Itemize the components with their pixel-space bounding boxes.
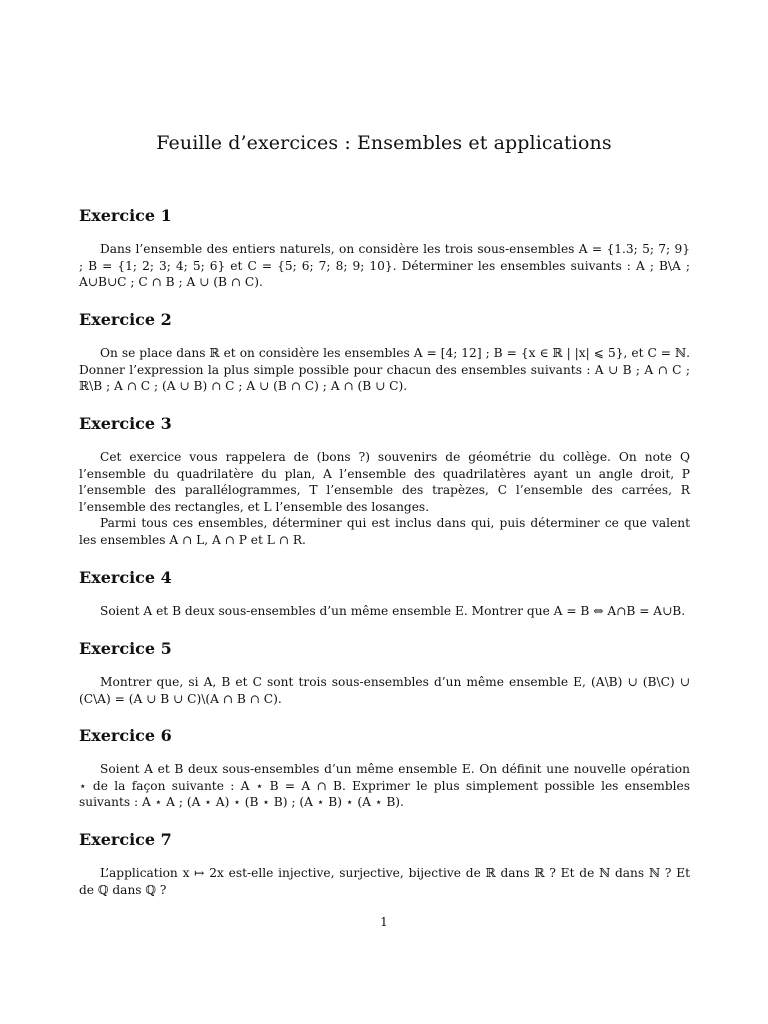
exercise-heading: Exercice 3: [79, 414, 172, 433]
exercise-text: On se place dans ℝ et on considère les ensembles A = [4; 12] ; B = {x ∈ ℝ | |x| ⩽ 5}, et C = ℕ. Donner l’expression la plus simple possible pour chacun des ensembles suivants : A ∪ B ; A ∩ C ; ℝ\B ; A ∩ C ; (A ∪ B) ∩ C ; A ∪ (B ∩ C) ; A ∩ (B ∪ C).: [79, 346, 690, 394]
exercise-text: Soient A et B deux sous-ensembles d’un même ensemble E. Montrer que A = B ⇔ A∩B = A∪B.: [100, 604, 686, 618]
exercise-6: [79, 726, 690, 811]
exercise-5: [79, 639, 690, 707]
exercise-text: Dans l’ensemble des entiers naturels, on considère les trois sous-ensembles A = {1.3; 5; 7; 9} ; B = {1; 2; 3; 4; 5; 6} et C = {5; 6; 7; 8; 9; 10}. Déterminer les ensembles suivants : A ; B\A ; A∪B∪C ; C ∩ B ; A ∪ (B ∩ C).: [79, 242, 690, 290]
exercise-1: [79, 206, 690, 291]
exercise-text: Montrer que, si A, B et C sont trois sous-ensembles d’un même ensemble E, (A\B) ∪ (B\C) ∪ (C\A) = (A ∪ B ∪ C)\(A ∩ B ∩ C).: [79, 675, 690, 706]
exercise-3: [79, 414, 690, 549]
exercise-7: [79, 830, 690, 898]
exercise-4: [79, 568, 690, 620]
exercise-text: Cet exercice vous rappelera de (bons ?) souvenirs de géométrie du collège. On note Q l’ensemble du quadrilatère du plan, A l’ensemble des quadrilatères ayant un angle droit, P l’ensemble des parallélogrammes, T l’ensemble des trapèzes, C l’ensemble des carrées, R l’ensemble des rectangles, et L l’ensemble des losanges.: [79, 450, 690, 514]
page-title: Feuille d’exercices : Ensembles et applications: [156, 132, 612, 154]
exercise-heading: Exercice 7: [79, 830, 172, 849]
exercise-heading: Exercice 4: [79, 568, 172, 587]
exercise-text: Parmi tous ces ensembles, déterminer qui est inclus dans qui, puis déterminer ce que valent les ensembles A ∩ L, A ∩ P et L ∩ R.: [79, 516, 690, 547]
exercise-text: L’application x ↦ 2x est-elle injective, surjective, bijective de ℝ dans ℝ ? Et de ℕ dans ℕ ? Et de ℚ dans ℚ ?: [79, 866, 690, 897]
exercise-heading: Exercice 5: [79, 639, 172, 658]
exercise-heading: Exercice 1: [79, 206, 172, 225]
exercise-2: [79, 310, 690, 395]
exercise-heading: Exercice 2: [79, 310, 172, 329]
exercise-heading: Exercice 6: [79, 726, 172, 745]
page-number: 1: [380, 915, 388, 929]
exercise-text: Soient A et B deux sous-ensembles d’un même ensemble E. On définit une nouvelle opération ⋆ de la façon suivante : A ⋆ B = A ∩ B. Exprimer le plus simplement possible les ensembles suivants : A ⋆ A ; (A ⋆ A) ⋆ (B ⋆ B) ; (A ⋆ B) ⋆ (A ⋆ B).: [79, 762, 690, 810]
